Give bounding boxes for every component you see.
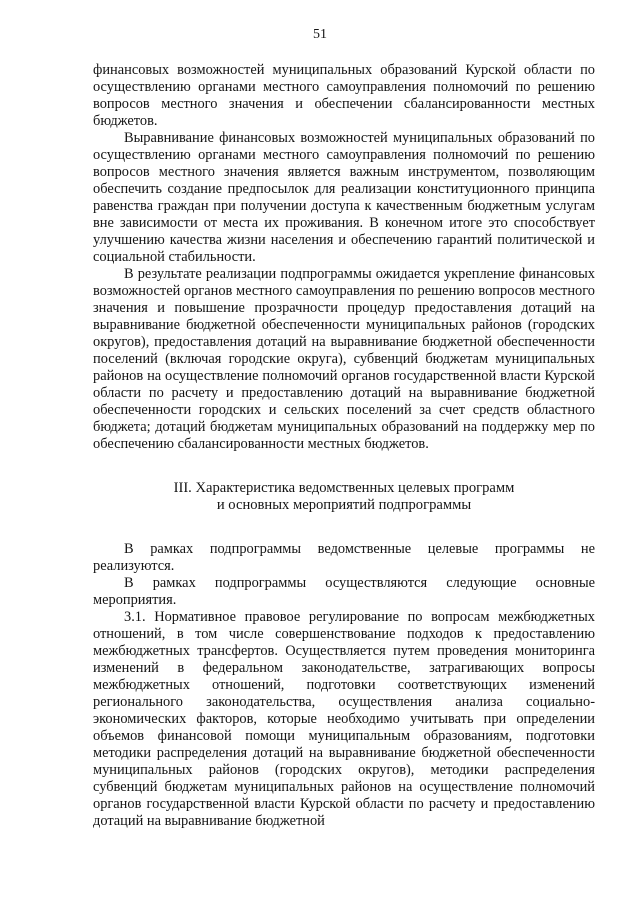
paragraph-equalization: Выравнивание финансовых возможностей муниципальных образований по осуществлению органами местного самоуправления полномочий по решению вопросов местного значения является важным инструментом, позволяющим обеспечить создание предпосылок для реализации конституционного принципа равенства граждан при получении доступа к качественным бюджетным услугам вне зависимости от места их проживания. В конечном итоге это способствует улучшению качества жизни населения и обеспечению гарантий политической и социальной стабильности. [93,130,595,265]
paragraph-expected-results: В результате реализации подпрограммы ожидается укрепление финансовых возможностей органов местного самоуправления по решению вопросов местного значения и повышение прозрачности процедур предоставления дотаций на выравнивание бюджетной обеспеченности муниципальных районов (городских округов), предоставления дотаций на выравнивание бюджетной обеспеченности поселений (включая городские округа), субвенций бюджетам муниципальных районов на осуществление полномочий органов государственной власти Курской области по расчету и предоставлению дотаций на выравнивание бюджетной обеспеченности городских и сельских поселений за счет средств областного бюджета; дотаций бюджетам муниципальных образований на поддержку мер по обеспечению сбалансированности местных бюджетов. [93,266,595,452]
page-number: 51 [313,27,327,42]
paragraph-no-programs: В рамках подпрограммы ведомственные целевые программы не реализуются. [93,541,595,574]
document-body [93,62,595,830]
section-heading-line-2: и основных мероприятий подпрограммы [216,497,472,513]
paragraph-main-activities: В рамках подпрограммы осуществляются следующие основные мероприятия. [93,575,595,608]
paragraph-continuation: финансовых возможностей муниципальных образований Курской области по осуществлению органами местного самоуправления полномочий по решению вопросов местного значения и обеспечении сбалансированности местных бюджетов. [93,62,595,129]
section-heading-line-1: III. Характеристика ведомственных целевых программ [173,480,515,496]
section-heading [93,480,595,514]
paragraph-item-3-1: 3.1. Нормативное правовое регулирование по вопросам межбюджетных отношений, в том числе совершенствование подходов к предоставлению межбюджетных трансфертов. Осуществляется путем проведения мониторинга изменений в федеральном законодательстве, затрагивающих вопросы межбюджетных отношений, подготовки соответствующих изменений регионального законодательства, осуществления анализа социально-экономических факторов, которые необходимо учитывать при определении объемов финансовой помощи муниципальным образованиям, подготовки методики распределения дотаций на выравнивание бюджетной обеспеченности муниципальных районов (городских округов), методики распределения субвенций бюджетам муниципальных районов на осуществление полномочий органов государственной власти Курской области по расчету и предоставлению дотаций на выравнивание бюджетной [93,609,595,829]
